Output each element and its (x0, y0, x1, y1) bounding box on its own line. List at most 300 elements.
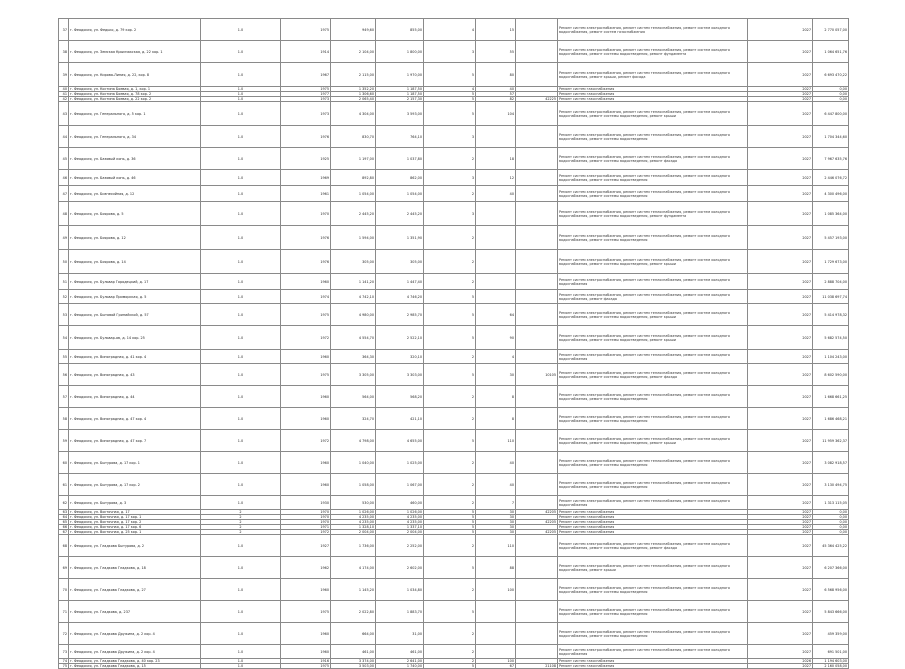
code-cell (516, 63, 558, 87)
floors-cell: 1.0 (201, 364, 281, 386)
living-area-cell: 2 252,00 (376, 535, 424, 557)
table-row (59, 148, 849, 170)
works-description-cell: Ремонт систем электроснабжения, ремонт систем теплоснабжения, ремонт систем холодного водоснабжения (558, 645, 748, 659)
works-description-cell: Ремонт систем газоснабжения (558, 664, 748, 669)
entrances-cell: 2 (424, 350, 476, 364)
planned-year-cell: 2027 (748, 102, 813, 126)
floors-cell: 1.0 (201, 430, 281, 452)
residents-cell (476, 202, 516, 226)
code-cell (516, 408, 558, 430)
entrances-cell: 5 (424, 601, 476, 623)
living-area-cell: 2 522,10 (376, 326, 424, 350)
planned-year-cell: 2027 (748, 290, 813, 304)
row-number: 74 (59, 659, 69, 664)
entrances-cell: 2 (424, 250, 476, 274)
planned-year-cell: 2027 (748, 148, 813, 170)
residents-cell: 64 (476, 304, 516, 326)
floors-cell: 2 (201, 510, 281, 515)
living-area-cell: 1 337,10 (376, 525, 424, 530)
cost-cell: 1 704 344,60 (813, 126, 849, 148)
entrances-cell: 5 (424, 557, 476, 579)
row-number: 42 (59, 97, 69, 102)
total-area-cell: 2 004,00 (331, 530, 376, 535)
entrances-cell: 5 (424, 520, 476, 525)
residents-cell: 40 (476, 87, 516, 92)
cost-cell: 0,00 (813, 530, 849, 535)
floors-cell: 1.0 (201, 474, 281, 496)
code-cell (516, 170, 558, 186)
works-description-cell: Ремонт систем газоснабжения (558, 525, 748, 530)
table-row (59, 474, 849, 496)
year-built-cell: 1975 (281, 304, 331, 326)
floors-cell: 1.0 (201, 226, 281, 250)
residents-cell: 30 (476, 510, 516, 515)
planned-year-cell: 2027 (748, 408, 813, 430)
floors-cell: 1.0 (201, 350, 281, 364)
total-area-cell: 364,30 (331, 350, 376, 364)
living-area-cell: 1 026,00 (376, 510, 424, 515)
entrances-cell: 2 (424, 386, 476, 408)
code-cell (516, 601, 558, 623)
entrances-cell: 5 (424, 92, 476, 97)
year-built-cell: 1930 (281, 496, 331, 510)
address-cell: г. Феодосия, ул. Бытовой Гринийской, д. 57 (69, 304, 201, 326)
planned-year-cell: 2027 (748, 535, 813, 557)
address-cell: г. Феодосия, ул. Гладкова Дружина, д. 2 кор. 4 (69, 623, 201, 645)
table-row (59, 290, 849, 304)
year-built-cell: 1960 (281, 579, 331, 601)
cost-cell: 1 313 115,05 (813, 496, 849, 510)
residents-cell: 90 (476, 326, 516, 350)
year-built-cell: 1914 (281, 41, 331, 63)
code-cell (516, 202, 558, 226)
row-number: 71 (59, 601, 69, 623)
row-number: 57 (59, 386, 69, 408)
address-cell: г. Феодосия, ул. Боярова, д. 14 (69, 250, 201, 274)
address-cell: г. Феодосия, ул. Федько, д. 79 кор. 2 (69, 19, 201, 41)
code-cell (516, 535, 558, 557)
address-cell: г. Феодосия, ул. Костина Боевая, д. 1, кор. 1 (69, 87, 201, 92)
floors-cell: 1.0 (201, 92, 281, 97)
floors-cell: 1.0 (201, 659, 281, 664)
works-description-cell: Ремонт систем электроснабжения, ремонт систем теплоснабжения, ремонт систем холодного водоснабжения, ремонт системы водоотведения (558, 623, 748, 645)
year-built-cell: 1973 (281, 97, 331, 102)
planned-year-cell: 2027 (748, 623, 813, 645)
cost-cell: 0,00 (813, 520, 849, 525)
living-area-cell: 320,10 (376, 350, 424, 364)
residents-cell: 57 (476, 92, 516, 97)
residents-cell: 30 (476, 525, 516, 530)
code-cell (516, 350, 558, 364)
code-cell (516, 557, 558, 579)
planned-year-cell: 2027 (748, 274, 813, 290)
residents-cell: 30 (476, 364, 516, 386)
floors-cell: 1.0 (201, 41, 281, 63)
residents-cell: 110 (476, 430, 516, 452)
entrances-cell: 2 (424, 645, 476, 659)
cost-cell: 45 364 425,22 (813, 535, 849, 557)
cost-cell: 691 501,00 (813, 645, 849, 659)
living-area-cell: 4 235,00 (376, 520, 424, 525)
year-built-cell: 1962 (281, 557, 331, 579)
entrances-cell: 2 (424, 659, 476, 664)
residents-cell: 40 (476, 474, 516, 496)
residents-cell: 80 (476, 63, 516, 87)
table-row (59, 623, 849, 645)
address-cell: г. Феодосия, ул. Генерального, д. 34 (69, 126, 201, 148)
address-cell: г. Феодосия, ул. Боярова, д. 12 (69, 226, 201, 250)
floors-cell: 1.0 (201, 97, 281, 102)
works-description-cell: Ремонт систем электроснабжения, ремонт систем теплоснабжения, ремонт систем холодного водоснабжения, ремонт системы водоотведения (558, 474, 748, 496)
entrances-cell: 2 (424, 226, 476, 250)
entrances-cell: 5 (424, 525, 476, 530)
entrances-cell: 2 (424, 535, 476, 557)
total-area-cell: 2 445,20 (331, 202, 376, 226)
total-area-cell: 530,00 (331, 496, 376, 510)
entrances-cell: 5 (424, 63, 476, 87)
row-number: 62 (59, 496, 69, 510)
floors-cell: 1.0 (201, 186, 281, 202)
works-description-cell: Ремонт систем электроснабжения, ремонт систем теплоснабжения, ремонт систем холодного водоснабжения (558, 350, 748, 364)
living-area-cell: 4 746,20 (376, 290, 424, 304)
row-number: 49 (59, 226, 69, 250)
address-cell: г. Феодосия, ул. Виноградная, д. 43 (69, 364, 201, 386)
residents-cell: 8 (476, 408, 516, 430)
living-area-cell: 1 740,00 (376, 664, 424, 669)
table-row (59, 645, 849, 659)
planned-year-cell: 2027 (748, 525, 813, 530)
row-number: 73 (59, 645, 69, 659)
year-built-cell: 1960 (281, 645, 331, 659)
year-built-cell: 1960 (281, 350, 331, 364)
works-description-cell: Ремонт систем электроснабжения, ремонт систем теплоснабжения, ремонт систем холодного водоснабжения, ремонт системы водоотведения, ремонт крыши (558, 304, 748, 326)
cost-cell: 1 064 651,76 (813, 41, 849, 63)
works-description-cell: Ремонт систем электроснабжения, ремонт систем теплоснабжения, ремонт систем холодного водоснабжения, ремонт системы водоотведения (558, 186, 748, 202)
planned-year-cell: 2027 (748, 326, 813, 350)
planned-year-cell: 2027 (748, 645, 813, 659)
planned-year-cell: 2027 (748, 202, 813, 226)
table-row (59, 664, 849, 669)
year-built-cell: 1925 (281, 148, 331, 170)
table-row (59, 350, 849, 364)
floors-cell: 1.0 (201, 19, 281, 41)
living-area-cell: 305,00 (376, 250, 424, 274)
living-area-cell: 31,00 (376, 623, 424, 645)
table-row (59, 408, 849, 430)
planned-year-cell: 2027 (748, 601, 813, 623)
table-row (59, 430, 849, 452)
cost-cell: 1 668 661,25 (813, 386, 849, 408)
total-area-cell: 4 980,00 (331, 304, 376, 326)
floors-cell: 1.0 (201, 579, 281, 601)
residents-cell: 18 (476, 148, 516, 170)
living-area-cell: 460,00 (376, 496, 424, 510)
works-description-cell: Ремонт систем электроснабжения, ремонт систем теплоснабжения, ремонт систем холодного водоснабжения (558, 274, 748, 290)
cost-cell: 1 104 243,00 (813, 350, 849, 364)
entrances-cell: 2 (424, 474, 476, 496)
floors-cell: 2 (201, 525, 281, 530)
total-area-cell: 4 174,00 (331, 557, 376, 579)
works-description-cell: Ремонт систем электроснабжения, ремонт систем теплоснабжения, ремонт систем холодного водоснабжения, ремонт системы водоотведения, ремонт фасада (558, 364, 748, 386)
total-area-cell: 1 040,00 (331, 452, 376, 474)
residents-cell (476, 250, 516, 274)
year-built-cell: 1977 (281, 92, 331, 97)
total-area-cell: 830,70 (331, 126, 376, 148)
planned-year-cell: 2027 (748, 250, 813, 274)
code-cell (516, 452, 558, 474)
floors-cell: 1.0 (201, 63, 281, 87)
row-number: 46 (59, 170, 69, 186)
residents-cell: 104 (476, 102, 516, 126)
planned-year-cell: 2027 (748, 579, 813, 601)
residents-cell (476, 601, 516, 623)
table-row (59, 102, 849, 126)
cost-cell: 7 967 635,76 (813, 148, 849, 170)
works-description-cell: Ремонт систем электроснабжения, ремонт систем теплоснабжения, ремонт систем холодного водоснабжения (558, 496, 748, 510)
planned-year-cell: 2027 (748, 530, 813, 535)
cost-cell: 5 843 666,00 (813, 601, 849, 623)
year-built-cell: 1916 (281, 659, 331, 664)
cost-cell: 0,00 (813, 92, 849, 97)
cost-cell: 0,00 (813, 510, 849, 515)
works-description-cell: Ремонт систем электроснабжения, ремонт систем теплоснабжения, ремонт систем холодного водоснабжения, ремонт фасада (558, 290, 748, 304)
works-description-cell: Ремонт систем газоснабжения (558, 520, 748, 525)
residents-cell: 88 (476, 557, 516, 579)
total-area-cell: 1 141,20 (331, 274, 376, 290)
table-row (59, 274, 849, 290)
year-built-cell: 1975 (281, 664, 331, 669)
living-area-cell: 1 883,70 (376, 601, 424, 623)
entrances-cell: 5 (424, 364, 476, 386)
cost-cell: 11 038 697,74 (813, 290, 849, 304)
table-row (59, 386, 849, 408)
works-description-cell: Ремонт систем электроснабжения, ремонт систем теплоснабжения, ремонт систем холодного водоснабжения, ремонт системы водоотведения (558, 170, 748, 186)
total-area-cell: 1 328,10 (331, 525, 376, 530)
cost-cell: 1 194 603,00 (813, 659, 849, 664)
row-number: 53 (59, 304, 69, 326)
code-cell: 42205 (516, 520, 558, 525)
year-built-cell: 1975 (281, 19, 331, 41)
planned-year-cell: 2027 (748, 496, 813, 510)
entrances-cell: 5 (424, 664, 476, 669)
cost-cell: 0,00 (813, 525, 849, 530)
total-area-cell: 2 022,80 (331, 601, 376, 623)
living-area-cell: 421,10 (376, 408, 424, 430)
residents-cell (476, 126, 516, 148)
living-area-cell: 1 447,40 (376, 274, 424, 290)
cost-cell: 1 686 468,21 (813, 408, 849, 430)
planned-year-cell: 2027 (748, 430, 813, 452)
works-description-cell: Ремонт систем газоснабжения (558, 92, 748, 97)
floors-cell: 1.0 (201, 664, 281, 669)
address-cell: г. Феодосия, ул. Восточная, д. 17 кор. 6 (69, 525, 201, 530)
residents-cell (476, 645, 516, 659)
address-cell: г. Феодосия, ул. Восточная, д. 17 (69, 510, 201, 515)
row-number: 54 (59, 326, 69, 350)
year-built-cell: 1975 (281, 364, 331, 386)
year-built-cell: 1960 (281, 452, 331, 474)
entrances-cell: 5 (424, 97, 476, 102)
cost-cell: 3 082 918,57 (813, 452, 849, 474)
works-description-cell: Ремонт систем электроснабжения, ремонт систем теплоснабжения, ремонт систем холодного водоснабжения, ремонт системы водоотведения, ремонт фасада (558, 535, 748, 557)
planned-year-cell: 2027 (748, 515, 813, 520)
works-description-cell: Ремонт систем электроснабжения, ремонт систем теплоснабжения, ремонт систем холодного водоснабжения, ремонт системы водоотведения (558, 579, 748, 601)
entrances-cell: 2 (424, 274, 476, 290)
total-area-cell: 2 104,00 (331, 41, 376, 63)
table-row (59, 557, 849, 579)
total-area-cell: 1 058,00 (331, 474, 376, 496)
address-cell: г. Феодосия, ул. Гладкова Гладкова, д. 15 (69, 664, 201, 669)
table-row (59, 126, 849, 148)
code-cell: 21108 (516, 664, 558, 669)
cost-cell: 11 959 362,37 (813, 430, 849, 452)
code-cell (516, 326, 558, 350)
floors-cell: 1.0 (201, 326, 281, 350)
living-area-cell: 2 157,30 (376, 97, 424, 102)
works-description-cell: Ремонт систем газоснабжения (558, 97, 748, 102)
year-built-cell: 1970 (281, 202, 331, 226)
living-area-cell: 2 641,00 (376, 659, 424, 664)
row-number: 68 (59, 535, 69, 557)
cost-cell: 4 300 496,00 (813, 186, 849, 202)
total-area-cell: 949,60 (331, 19, 376, 41)
residents-cell: 12 (476, 170, 516, 186)
living-area-cell: 3 593,00 (376, 102, 424, 126)
total-area-cell: 1 026,00 (331, 510, 376, 515)
table-row (59, 19, 849, 41)
total-area-cell: 3 305,00 (331, 364, 376, 386)
address-cell: г. Феодосия, ул. Бульвар Городецкий, д. 17 (69, 274, 201, 290)
living-area-cell: 2 445,20 (376, 202, 424, 226)
works-description-cell: Ремонт систем электроснабжения, ремонт систем теплоснабжения, ремонт систем холодного водоснабжения, ремонт системы водоотведения, ремонт крыши (558, 102, 748, 126)
floors-cell: 1.0 (201, 557, 281, 579)
living-area-cell: 461,00 (376, 645, 424, 659)
address-cell: г. Феодосия, ул. Базовый конь, д. 36 (69, 148, 201, 170)
total-area-cell: 664,00 (331, 623, 376, 645)
code-cell (516, 19, 558, 41)
cost-cell: 459 359,00 (813, 623, 849, 645)
total-area-cell: 4 554,70 (331, 326, 376, 350)
cost-cell: 8 602 590,00 (813, 364, 849, 386)
row-number: 72 (59, 623, 69, 645)
address-cell: г. Феодосия, ул. Генерального, д. 5 кор. 1 (69, 102, 201, 126)
row-number: 52 (59, 290, 69, 304)
floors-cell: 2 (201, 530, 281, 535)
living-area-cell: 4 655,00 (376, 430, 424, 452)
entrances-cell: 5 (424, 102, 476, 126)
total-area-cell: 1 352,20 (331, 87, 376, 92)
address-cell: г. Феодосия, ул. Виноградная, д. 41 кор. 4 (69, 350, 201, 364)
address-cell: г. Феодосия, ул. Гладкова Гладкова, д. 18 (69, 557, 201, 579)
code-cell (516, 148, 558, 170)
address-cell: г. Феодосия, ул. Земская Крымчакская, д. 22 кор. 1 (69, 41, 201, 63)
living-area-cell: 2 985,70 (376, 304, 424, 326)
planned-year-cell: 2027 (748, 386, 813, 408)
floors-cell: 1.0 (201, 250, 281, 274)
residents-cell: 7 (476, 496, 516, 510)
planned-year-cell: 2027 (748, 63, 813, 87)
table-row (59, 250, 849, 274)
planned-year-cell: 2027 (748, 474, 813, 496)
living-area-cell: 2 602,00 (376, 557, 424, 579)
row-number: 70 (59, 579, 69, 601)
living-area-cell: 1 054,00 (376, 186, 424, 202)
residents-cell: 40 (476, 186, 516, 202)
entrances-cell: 5 (424, 530, 476, 535)
residents-cell: 82 (476, 97, 516, 102)
row-number: 55 (59, 350, 69, 364)
row-number: 69 (59, 557, 69, 579)
code-cell (516, 126, 558, 148)
entrances-cell: 4 (424, 19, 476, 41)
address-cell: г. Феодосия, ул. Гладкова Гладкова, д. 27 (69, 579, 201, 601)
works-description-cell: Ремонт систем электроснабжения, ремонт систем теплоснабжения, ремонт систем холодного водоснабжения, ремонт систем газоснабжения (558, 19, 748, 41)
address-cell: г. Феодосия, ул. Бытурова, д. 17 кор. 1 (69, 452, 201, 474)
row-number: 58 (59, 408, 69, 430)
row-number: 45 (59, 148, 69, 170)
planned-year-cell: 2027 (748, 92, 813, 97)
table-row (59, 63, 849, 87)
year-built-cell: 1970 (281, 510, 331, 515)
table-row (59, 496, 849, 510)
cost-cell: 2 770 057,00 (813, 19, 849, 41)
residents-cell (476, 226, 516, 250)
total-area-cell: 4 235,00 (331, 520, 376, 525)
living-area-cell: 1 067,00 (376, 474, 424, 496)
works-description-cell: Ремонт систем электроснабжения, ремонт систем теплоснабжения, ремонт систем холодного водоснабжения, ремонт системы водоотведения, ремонт крыши (558, 250, 748, 274)
residents-cell: 4 (476, 350, 516, 364)
row-number: 59 (59, 430, 69, 452)
housing-repair-table (58, 18, 849, 669)
entrances-cell: 5 (424, 515, 476, 520)
address-cell: г. Феодосия, ул. Гладкова Гладкова, д. 40 кор. 23 (69, 659, 201, 664)
row-number: 51 (59, 274, 69, 290)
entrances-cell: 3 (424, 170, 476, 186)
row-number: 63 (59, 510, 69, 515)
code-cell: 42205 (516, 530, 558, 535)
floors-cell: 1.0 (201, 148, 281, 170)
code-cell: 42205 (516, 510, 558, 515)
table-row (59, 170, 849, 186)
works-description-cell: Ремонт систем электроснабжения, ремонт систем теплоснабжения, ремонт систем холодного водоснабжения, ремонт системы водоотведения (558, 452, 748, 474)
residents-cell: 100 (476, 579, 516, 601)
planned-year-cell: 2027 (748, 520, 813, 525)
total-area-cell: 3 374,00 (331, 659, 376, 664)
row-number: 60 (59, 452, 69, 474)
year-built-cell: 1974 (281, 290, 331, 304)
floors-cell: 2 (201, 515, 281, 520)
planned-year-cell: 2027 (748, 452, 813, 474)
cost-cell: 0,00 (813, 87, 849, 92)
row-number: 39 (59, 63, 69, 87)
row-number: 75 (59, 664, 69, 669)
cost-cell: 6 207 366,00 (813, 557, 849, 579)
floors-cell: 1.0 (201, 102, 281, 126)
cost-cell: 2 888 704,00 (813, 274, 849, 290)
works-description-cell: Ремонт систем газоснабжения (558, 510, 748, 515)
row-number: 38 (59, 41, 69, 63)
year-built-cell: 1960 (281, 274, 331, 290)
cost-cell: 1 729 673,00 (813, 250, 849, 274)
living-area-cell: 1 025,00 (376, 452, 424, 474)
table-row (59, 601, 849, 623)
planned-year-cell: 2027 (748, 364, 813, 386)
total-area-cell: 1 736,00 (331, 535, 376, 557)
table-row (59, 535, 849, 557)
year-built-cell: 1970 (281, 515, 331, 520)
address-cell: г. Феодосия, ул. Бизнесийная, д. 12 (69, 186, 201, 202)
address-cell: г. Феодосия, ул. Кирова-Линия, д. 22, кор. 8 (69, 63, 201, 87)
